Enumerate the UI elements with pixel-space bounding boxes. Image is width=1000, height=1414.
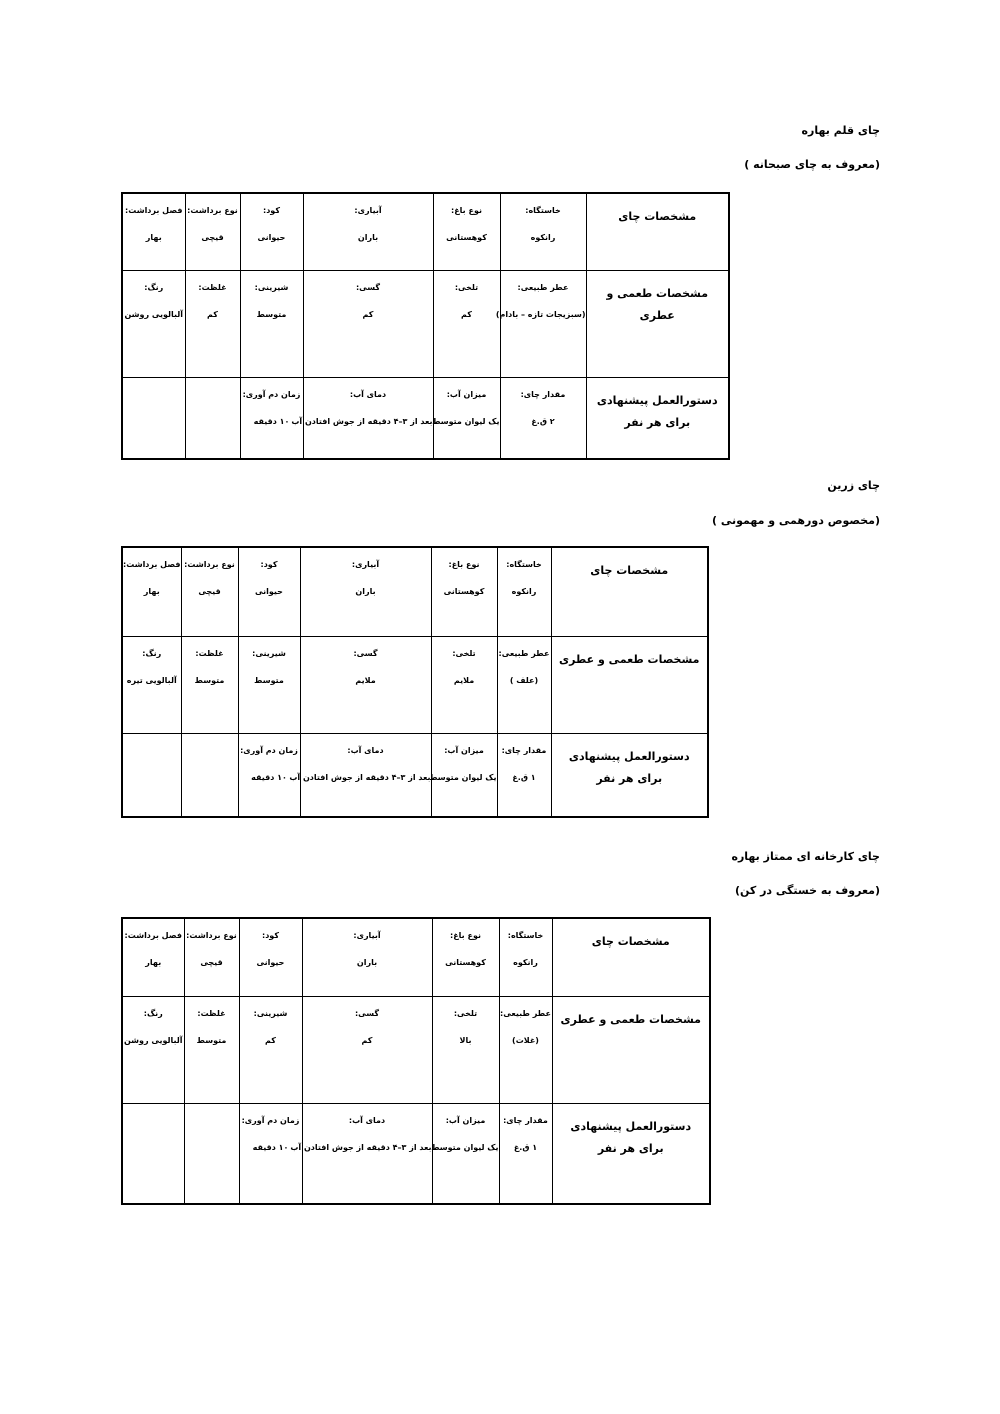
table-row <box>122 547 708 636</box>
table-cell <box>500 193 586 270</box>
table-cell <box>122 733 181 817</box>
cell-value: کوهستانی <box>446 233 487 242</box>
cell-label: زمان دم آوری: <box>240 745 298 755</box>
table-cell <box>240 193 303 270</box>
cell-value: باران <box>356 958 378 967</box>
table-cell <box>497 636 551 733</box>
cell-label: میزان آب: <box>445 1115 486 1125</box>
table-cell <box>432 918 499 996</box>
row-header: مشخصات چای <box>586 193 729 270</box>
cell-label: رنگ: <box>143 1008 163 1018</box>
table-cell <box>291 377 433 459</box>
cell-label: تلخی: <box>454 282 479 292</box>
cell-label: نوع باغ: <box>450 931 481 940</box>
cell-value: ۱ ق.غ <box>513 1142 538 1152</box>
cell-value: ۱۰ دقیقه <box>252 1142 289 1152</box>
table-row <box>122 1103 710 1204</box>
cell-value: متوسط <box>254 675 284 685</box>
cell-label: زمان دم آوری: <box>241 1115 300 1125</box>
cell-value: یک لیوان متوسط <box>429 772 497 782</box>
cell-value: ۱۰ دقیقه <box>251 772 287 782</box>
cell-value: کم <box>461 309 472 319</box>
cell-value: ملایم <box>355 675 376 685</box>
table-cell <box>302 918 432 996</box>
cell-value: یک لیوان متوسط <box>431 1142 499 1152</box>
table-cell <box>303 270 433 377</box>
table-cell <box>122 547 181 636</box>
cell-value: بالا <box>459 1035 472 1045</box>
table-cell <box>181 636 238 733</box>
table-cell <box>122 918 184 996</box>
row-header: مشخصات چای <box>551 547 708 636</box>
cell-value: کوهستانی <box>443 587 485 596</box>
cell-label: شیرینی: <box>252 648 286 658</box>
cell-label: خاستگاه: <box>506 560 542 569</box>
cell-value: ۱ ق.غ <box>512 772 536 782</box>
table-cell <box>122 270 185 377</box>
cell-label: دمای آب: <box>349 389 387 399</box>
cell-value: بهار <box>145 958 162 967</box>
cell-value: کم <box>362 309 374 319</box>
table-cell <box>240 270 303 377</box>
table-cell <box>239 1103 302 1204</box>
table-cell <box>300 547 431 636</box>
table-cell <box>433 377 500 459</box>
table-cell <box>181 733 238 817</box>
table-cell <box>239 918 302 996</box>
table-cell <box>239 996 302 1103</box>
row-header: دستورالعمل پیشنهادی برای هر نفر <box>551 733 708 817</box>
table-cell <box>122 193 185 270</box>
cell-label: فصل برداشت: <box>125 206 183 215</box>
cell-value: (علف ) <box>509 675 539 685</box>
table-cell <box>289 733 431 817</box>
table-cell <box>495 270 586 377</box>
cell-value: بهار <box>145 233 162 242</box>
cell-label: فصل برداشت: <box>124 931 182 940</box>
table-cell <box>303 193 433 270</box>
table-cell <box>184 996 239 1103</box>
cell-label: میزان آب: <box>446 389 487 399</box>
table-cell <box>432 1103 499 1204</box>
table-cell <box>185 193 240 270</box>
table-cell <box>432 996 499 1103</box>
tea-2-subtitle: (مخصوص دورهمی و مهمونی ) <box>711 514 880 527</box>
cell-label: رنگ: <box>142 648 162 658</box>
row-header: مشخصات طعمی و عطری <box>552 996 710 1103</box>
tea-1-table <box>121 192 730 460</box>
cell-label: نوع برداشت: <box>187 206 238 215</box>
table-cell <box>431 733 497 817</box>
cell-label: آبیاری: <box>351 560 380 569</box>
cell-label: رنگ: <box>144 282 164 292</box>
table-cell <box>184 1103 239 1204</box>
cell-value: باران <box>355 587 376 596</box>
table-cell <box>497 733 551 817</box>
cell-label: کود: <box>262 931 279 940</box>
table-row <box>122 377 729 459</box>
cell-value: بعد از ۳–۴ دقیقه از جوش افتادن آب <box>290 1142 432 1152</box>
cell-label: غلظت: <box>198 282 227 292</box>
cell-label: تلخی: <box>453 1008 478 1018</box>
table-cell <box>181 547 238 636</box>
table-cell <box>433 270 500 377</box>
cell-label: گسی: <box>353 648 378 658</box>
table-cell <box>499 918 552 996</box>
cell-value: رانکوه <box>513 958 538 967</box>
table-row <box>122 193 729 270</box>
table-row <box>122 918 710 996</box>
row-header: مشخصات چای <box>552 918 710 996</box>
table-row <box>122 996 710 1103</box>
cell-label: مقدار چای: <box>501 745 547 755</box>
table-cell <box>302 996 432 1103</box>
table-row <box>122 636 708 733</box>
tea-2-title: چای زرین <box>827 479 880 492</box>
tea-3-table <box>121 917 711 1205</box>
cell-label: کود: <box>260 560 278 569</box>
cell-value: ۲ ق.غ <box>531 416 555 426</box>
cell-label: تلخی: <box>452 648 476 658</box>
cell-label: نوع باغ: <box>448 560 480 569</box>
cell-label: آبیاری: <box>354 206 382 215</box>
table-cell <box>499 996 552 1103</box>
table-cell <box>122 1103 184 1204</box>
table-row <box>122 270 729 377</box>
cell-value: بعد از ۳–۴ دقیقه از جوش افتادن آب <box>291 416 433 426</box>
cell-label: شیرینی: <box>254 282 289 292</box>
cell-label: گسی: <box>354 1008 380 1018</box>
cell-label: خاستگاه: <box>525 206 561 215</box>
tea-3-title: چای کارخانه ای ممتاز بهاره <box>731 850 880 863</box>
table-cell <box>500 377 586 459</box>
table-cell <box>185 377 240 459</box>
tea-1-subtitle: (معروف به چای صبحانه ) <box>744 158 880 171</box>
cell-value: یک لیوان متوسط <box>432 416 500 426</box>
cell-label: دمای آب: <box>348 1115 386 1125</box>
table-cell <box>431 547 497 636</box>
cell-label: زمان دم آوری: <box>242 389 301 399</box>
cell-value: حیوانی <box>256 958 285 967</box>
cell-value: قیچی <box>200 958 223 967</box>
table-cell <box>431 636 497 733</box>
table-cell <box>433 193 500 270</box>
cell-value: متوسط <box>256 309 287 319</box>
cell-value: آلبالویی تیره <box>126 675 177 685</box>
tea-1-title: چای قلم بهاره <box>801 124 880 137</box>
row-header: دستورالعمل پیشنهادی برای هر نفر <box>586 377 729 459</box>
table-cell <box>184 918 239 996</box>
table-cell <box>290 1103 432 1204</box>
cell-value: کم <box>207 309 218 319</box>
cell-label: میزان آب: <box>444 745 484 755</box>
row-header: مشخصات طعمی و عطری <box>586 270 729 377</box>
cell-value: ملایم <box>453 675 475 685</box>
table-cell <box>122 636 181 733</box>
cell-label: مقدار چای: <box>520 389 566 399</box>
row-header: مشخصات طعمی و عطری <box>551 636 708 733</box>
cell-label: نوع برداشت: <box>186 931 237 940</box>
cell-value: حیوانی <box>257 233 286 242</box>
table-cell <box>238 636 300 733</box>
cell-label: نوع باغ: <box>451 206 482 215</box>
cell-label: عطر طبیعی: <box>498 648 550 658</box>
cell-value: باران <box>357 233 379 242</box>
cell-label: شیرینی: <box>253 1008 288 1018</box>
cell-label: کود: <box>263 206 280 215</box>
cell-value: رانکوه <box>530 233 556 242</box>
cell-label: گسی: <box>355 282 381 292</box>
cell-label: دمای آب: <box>347 745 384 755</box>
cell-value: (سبزیجات تازه – بادام) <box>495 309 586 319</box>
table-cell <box>122 377 185 459</box>
row-header: دستورالعمل پیشنهادی برای هر نفر <box>552 1103 710 1204</box>
cell-label: آبیاری: <box>353 931 381 940</box>
table-cell <box>238 547 300 636</box>
cell-value: (غلات) <box>512 1035 539 1045</box>
cell-value: رانکوه <box>511 587 537 596</box>
cell-value: بهار <box>143 587 160 596</box>
cell-value: متوسط <box>196 1035 227 1045</box>
cell-label: خاستگاه: <box>507 931 544 940</box>
table-cell <box>185 270 240 377</box>
cell-value: حیوانی <box>255 587 283 596</box>
cell-value: بعد از ۳–۴ دقیقه از جوش افتادن آب <box>289 772 431 782</box>
cell-value: کم <box>361 1035 373 1045</box>
table-row <box>122 733 708 817</box>
table-cell <box>300 636 431 733</box>
cell-value: آلبالویی روشن <box>124 309 184 319</box>
cell-label: مقدار چای: <box>503 1115 548 1125</box>
cell-label: غلظت: <box>195 648 224 658</box>
table-cell <box>499 1103 552 1204</box>
cell-value: متوسط <box>194 675 225 685</box>
cell-label: فصل برداشت: <box>123 560 181 569</box>
table-cell <box>497 547 551 636</box>
cell-label: عطر طبیعی: <box>517 282 569 292</box>
cell-label: نوع برداشت: <box>184 560 235 569</box>
cell-value: ۱۰ دقیقه <box>253 416 290 426</box>
cell-value: قیچی <box>198 587 221 596</box>
cell-label: غلظت: <box>197 1008 226 1018</box>
tea-3-subtitle: (معروف به خستگی در کن) <box>734 884 880 897</box>
cell-value: آلبالویی روشن <box>123 1035 183 1045</box>
table-cell <box>122 996 184 1103</box>
cell-value: قیچی <box>201 233 224 242</box>
cell-value: کم <box>265 1035 276 1045</box>
cell-label: عطر طبیعی: <box>500 1008 551 1018</box>
cell-value: کوهستانی <box>445 958 486 967</box>
tea-2-table <box>121 546 709 818</box>
